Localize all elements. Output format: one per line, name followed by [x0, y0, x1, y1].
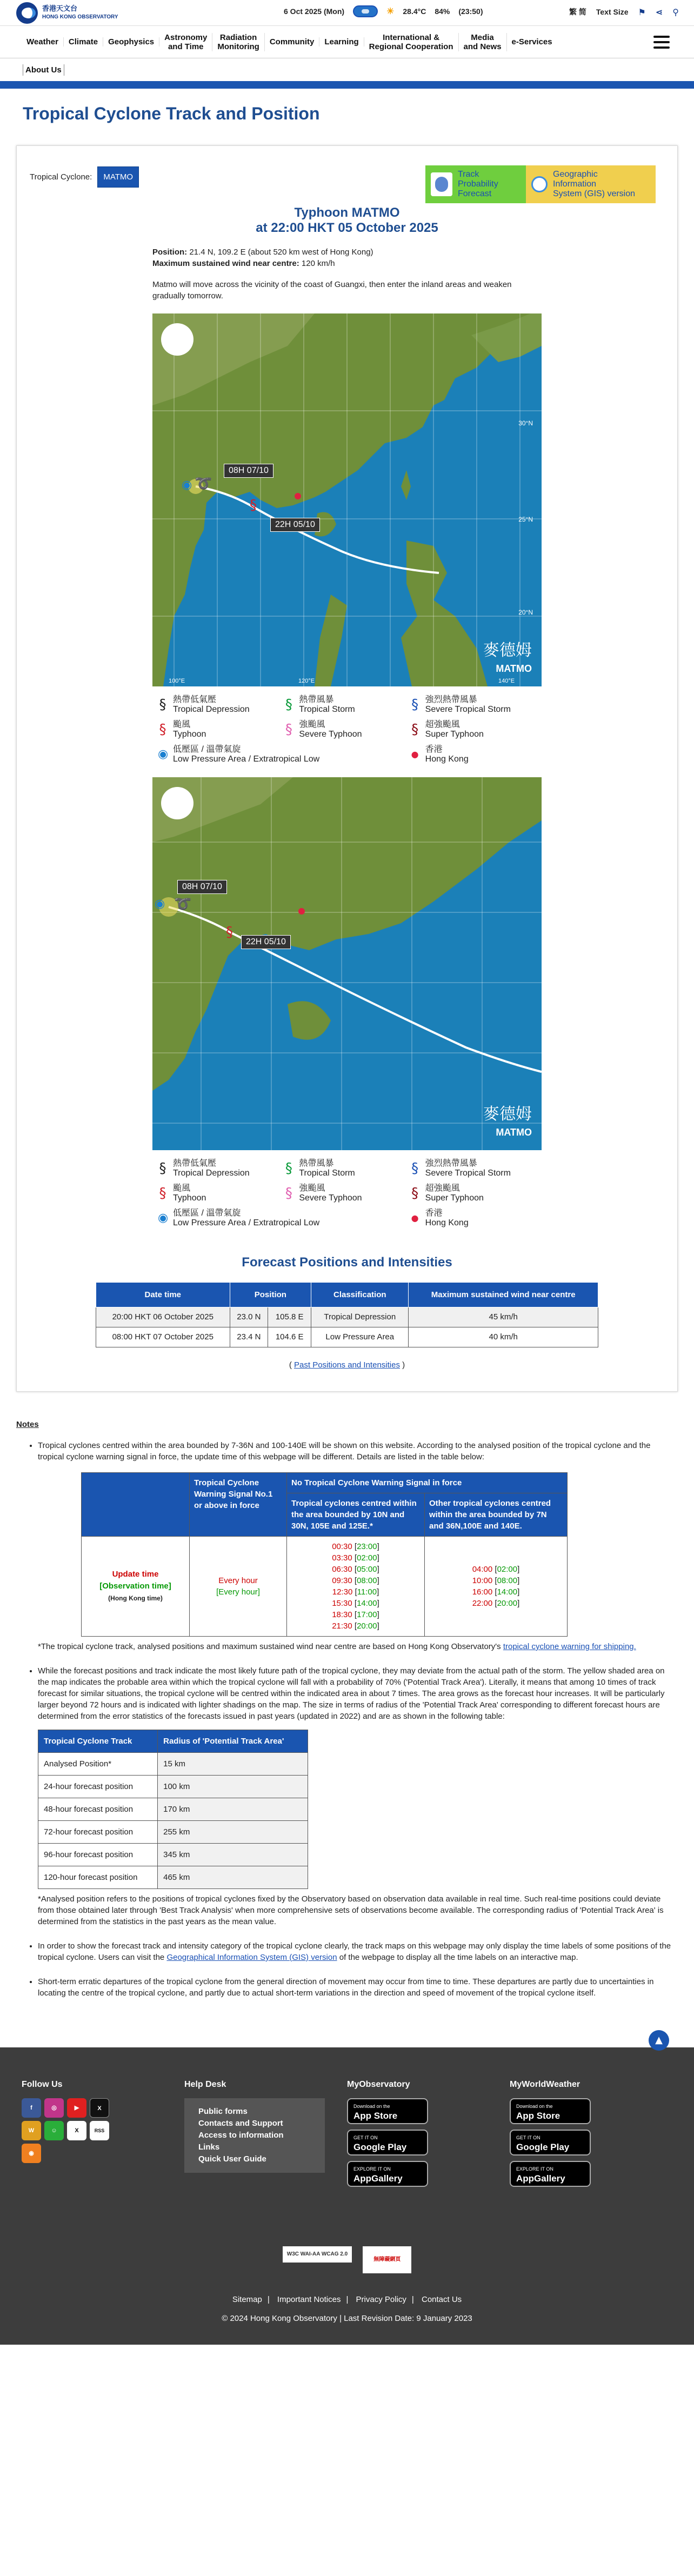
notes-heading: Notes — [16, 1420, 39, 1429]
user-guide-link[interactable]: Quick User Guide — [198, 2154, 266, 2164]
radius-header: Tropical Cyclone Track — [38, 1730, 158, 1753]
legend-label-cn: 熱帶低氣壓 — [173, 695, 217, 704]
tropical-storm-icon: § — [285, 1160, 292, 1177]
severe-tropical-storm-icon: § — [411, 1160, 419, 1177]
wcag-badge[interactable]: W3C WAI-AA WCAG 2.0 — [283, 2246, 352, 2263]
radius-header: Radius of 'Potential Track Area' — [158, 1730, 308, 1753]
tropical-storm-icon: § — [285, 697, 292, 713]
upd-header-a: Tropical cyclones centred within the area bounded by 10N and 30N, 105E and 125E.* — [287, 1493, 425, 1537]
past-positions: ( Past Positions and Intensities ) — [289, 1360, 405, 1370]
lat-label-20: 25°N — [518, 516, 533, 523]
radius-table — [38, 1730, 308, 1889]
search-icon[interactable]: ⚲ — [672, 6, 679, 17]
map-storm-name-en: MATMO — [496, 1127, 532, 1138]
nav-weather[interactable]: Weather — [22, 37, 64, 46]
current-date: 6 Oct 2025 (Mon) — [284, 7, 345, 16]
humidity: 84% — [435, 7, 450, 16]
table-row — [96, 1307, 598, 1327]
cell-lat: 23.4 N — [230, 1327, 268, 1347]
logo-chinese: 香港天文台 — [42, 4, 78, 13]
storm-title: Typhoon MATMO — [294, 205, 400, 220]
app-store-badge[interactable]: Download on the App Store — [510, 2098, 591, 2124]
position-label: Position: — [152, 248, 188, 257]
update-time-label: Update time — [112, 1570, 159, 1579]
table-row: Analysed Position* 15 km — [38, 1753, 308, 1776]
top-bar — [0, 0, 694, 26]
tropical-depression-marker-icon: ➰ — [174, 896, 192, 912]
current-time-label: 22H 05/10 — [241, 935, 291, 949]
low-pressure-icon: ◉ — [158, 748, 169, 761]
cell-wind: 45 km/h — [409, 1307, 598, 1327]
track-probability-label: Track Probability Forecast — [458, 170, 498, 198]
past-positions-link[interactable]: Past Positions and Intensities — [294, 1360, 400, 1370]
obs-time: (23:50) — [458, 7, 483, 16]
typhoon-icon: § — [159, 1185, 166, 1202]
legend-label-cn: 低壓區 / 溫帶氣旋 — [173, 1209, 241, 1218]
forecast-header: Maximum sustained wind near centre — [409, 1283, 598, 1307]
upd-header-b: Other tropical cyclones centred within the area bounded by 7N and 36N,100E and 140E. — [425, 1493, 568, 1537]
note-text: In order to show the forecast track and intensity category of the tropical cyclone clearly, the track maps on this webpage may only display the time labels of some positions of the tropical cyclone. Users can visit the — [38, 1941, 671, 1962]
radius-footnote: *Analysed position refers to the positions of tropical cyclones fixed by the Observatory based on observation data available in real time. Such real-time positions could deviate from those obtained later through 'Best Track Analysis' when more comprehensive sets of observations become available. The corresponding radius of 'Potential Track Area' is determined from the statistics in the past years as the mean value. — [38, 1894, 664, 1926]
tc-panel — [16, 145, 678, 1392]
contact-us-link[interactable]: Contact Us — [421, 2295, 462, 2304]
legend-label-en: Typhoon — [173, 730, 206, 739]
text-size-button[interactable]: Text Size — [596, 8, 629, 16]
accessibility-badge[interactable]: 無障礙網頁 — [363, 2246, 411, 2273]
tc-select-matmo[interactable]: MATMO — [97, 166, 139, 188]
hko-map-logo-icon — [161, 323, 193, 356]
appgallery-badge[interactable]: EXPLORE IT ON AppGallery — [347, 2161, 428, 2187]
legend-label-en: Tropical Storm — [299, 1169, 355, 1178]
hko-logo-icon — [16, 2, 38, 24]
cell-wind: 40 km/h — [409, 1327, 598, 1347]
gis-version-link[interactable]: Geographical Information System (GIS) version — [166, 1953, 337, 1962]
table-row: 24-hour forecast position 100 km — [38, 1776, 308, 1798]
nav-eservices[interactable]: e-Services — [511, 37, 552, 46]
follow-us-heading: Follow Us — [22, 2080, 63, 2089]
typhoon-marker-icon: § — [250, 497, 257, 513]
every-hour-obs: [Every hour] — [216, 1587, 260, 1597]
lat-label-10: 20°N — [518, 609, 533, 616]
legend-label-en: Tropical Depression — [173, 1169, 250, 1178]
legend-label-cn: 強颱風 — [299, 720, 325, 729]
important-notices-link[interactable]: Important Notices — [277, 2295, 341, 2304]
table-row: 96-hour forecast position 345 km — [38, 1844, 308, 1866]
update-time-table — [81, 1472, 568, 1637]
rss-icon[interactable]: RSS — [90, 2121, 109, 2140]
forecast-header: Position — [230, 1283, 311, 1307]
note-text: While the forecast positions and track indicate the most likely future path of the tropical cyclone, they may deviate from the actual path of the storm. The yellow shaded area on the map indicates the probable area within which the tropical cyclone will fall with a probability of 70% ('Potential Track Area'). Literally, it means that among 10 times of track forecast for similar situations, the tropical cyclone will be centred within the indicated area in about 7 times. The area grows as the forecast hour increases. It will be particularly larger beyond 72 hours and is indicated with lighter shadings on the map. The size in terms of radius of the 'Potential Track Area' corresponding to different forecast hours are determined from the error statistics of the forecasts issued in past years (updated in 2022) and are as shown in the following table: — [38, 1666, 665, 1721]
current-time-label: 22H 05/10 — [270, 518, 320, 532]
severe-typhoon-icon: § — [285, 1185, 292, 1202]
legend-label-en: Super Typhoon — [425, 730, 484, 739]
app-store-badge[interactable]: Download on the App Store — [347, 2098, 428, 2124]
upd-header-none: No Tropical Cyclone Warning Signal in force — [287, 1473, 568, 1493]
google-play-badge[interactable]: GET IT ON Google Play — [347, 2130, 428, 2155]
position-value: 21.4 N, 109.2 E (about 520 km west of Hong Kong) — [189, 248, 373, 257]
logo-english: HONG KONG OBSERVATORY — [42, 14, 118, 20]
super-typhoon-icon: § — [411, 722, 419, 738]
low-pressure-marker-icon: ◉ — [155, 897, 165, 911]
legend-label-cn: 颱風 — [173, 1184, 191, 1193]
legend-label-en: Severe Typhoon — [299, 730, 362, 739]
tropical-depression-marker-icon: ➰ — [195, 476, 212, 492]
google-play-badge[interactable]: GET IT ON Google Play — [510, 2130, 591, 2155]
note-item — [38, 1940, 678, 1963]
footnote-text: *The tropical cyclone track, analysed positions and maximum sustained wind near centre are based on Hong Kong Observatory's — [38, 1642, 503, 1651]
gis-version-button[interactable] — [526, 165, 656, 203]
cell-lon: 104.6 E — [268, 1327, 311, 1347]
tropical-depression-icon: § — [159, 697, 166, 713]
legend-label-cn: 低壓區 / 溫帶氣旋 — [173, 745, 241, 754]
sun-icon: ☀ — [386, 7, 395, 16]
links-link[interactable]: Links — [198, 2143, 220, 2152]
page-title: Tropical Cyclone Track and Position — [23, 104, 320, 123]
map-storm-name-cn: 麥德姆 — [483, 641, 532, 660]
legend-label-en: Typhoon — [173, 1193, 206, 1203]
severe-typhoon-icon: § — [285, 722, 292, 738]
legend-label-en: Low Pressure Area / Extratropical Low — [173, 755, 320, 764]
hko-map-logo-icon — [161, 787, 193, 819]
legend-label-en: Low Pressure Area / Extratropical Low — [173, 1218, 320, 1227]
x-icon[interactable]: X — [90, 2098, 109, 2118]
cell-class: Low Pressure Area — [311, 1327, 409, 1347]
copyright: © 2024 Hong Kong Observatory | Last Revision Date: 9 January 2023 — [222, 2314, 472, 2323]
forecast-header: Date time — [96, 1283, 230, 1307]
note-item — [38, 1665, 678, 1927]
legend-label-cn: 超強颱風 — [425, 720, 460, 729]
myobservatory-heading: MyObservatory — [347, 2080, 410, 2089]
forecast-time-label: 08H 07/10 — [177, 880, 227, 894]
cell-datetime: 20:00 HKT 06 October 2025 — [96, 1307, 230, 1327]
upd-header-signal: Tropical Cyclone Warning Signal No.1 or above in force — [190, 1473, 287, 1537]
storm-time: at 22:00 HKT 05 October 2025 — [256, 221, 438, 235]
storm-description: Matmo will move across the vicinity of the coast of Guangxi, then enter the inland areas and weaken gradually tomorrow. — [152, 280, 512, 301]
legend-label-en: Super Typhoon — [425, 1193, 484, 1203]
instagram-icon[interactable]: ◎ — [44, 2098, 64, 2118]
forecast-header: Classification — [311, 1283, 409, 1307]
footer: ▲ Follow Us f ◎ ▶ X W ☺ X RSS ◉ Help Desk Public forms Contacts and Support Access to information Links Quick User Guide MyObservatory Download on the App Store GET IT ON Google Play EXPLORE IT ON AppGallery MyWorldWeather Download on the App Store GET IT ON Google Play EXPLORE IT ON AppGallery W3C WAI-AA WCAG 2.0 無障礙網頁 Sitemap | Important Notices | Privacy Policy | Contact Us © 2024 Hong Kong Observatory | Last Revision Date: 9 January 2023 — [0, 2047, 694, 2345]
table-row: 48-hour forecast position 170 km — [38, 1798, 308, 1821]
every-hour: Every hour — [218, 1576, 258, 1585]
hko-logo[interactable] — [16, 2, 118, 24]
legend-label-en: Severe Tropical Storm — [425, 705, 511, 714]
wind-value: 120 km/h — [301, 259, 335, 268]
table-row — [96, 1327, 598, 1347]
low-pressure-marker-icon: ◉ — [182, 478, 192, 492]
table-row: 72-hour forecast position 255 km — [38, 1821, 308, 1844]
nav-astronomy[interactable]: Astronomy and Time — [159, 33, 212, 51]
map-legend — [152, 1150, 542, 1239]
nav-geophysics[interactable]: Geophysics — [103, 37, 159, 46]
podcast-icon[interactable]: ◉ — [22, 2144, 41, 2163]
track-footnote — [38, 1641, 678, 1652]
x-alt-icon[interactable]: X — [67, 2121, 86, 2140]
bookmark-icon[interactable]: ⚑ — [638, 6, 646, 17]
lon-label-120: 120°E — [298, 678, 315, 684]
times-b: 04:00 [02:00] 10:00 [08:00] 16:00 [14:00] 22:00 [20:00] — [425, 1537, 568, 1637]
nav-radiation[interactable]: Radiation Monitoring — [212, 33, 264, 51]
tropical-depression-icon: § — [159, 1160, 166, 1177]
hong-kong-dot-icon: ● — [411, 1213, 419, 1223]
legend-label-cn: 強烈熱帶風暴 — [425, 695, 477, 704]
forecast-title: Forecast Positions and Intensities — [242, 1255, 452, 1270]
wechat-icon[interactable]: ☺ — [44, 2121, 64, 2140]
temperature: 28.4°C — [403, 7, 426, 16]
legend-label-en: Severe Typhoon — [299, 1193, 362, 1203]
severe-tropical-storm-icon: § — [411, 697, 419, 713]
wind-label: Maximum sustained wind near centre: — [152, 259, 299, 268]
lon-label-100: 100°E — [169, 678, 185, 684]
legend-label-cn: 強烈熱帶風暴 — [425, 1159, 477, 1168]
typhoon-marker-icon: § — [226, 924, 233, 940]
nav-international[interactable]: International & Regional Cooperation — [364, 33, 459, 51]
hong-kong-dot-icon: ● — [411, 749, 419, 759]
legend-label-cn: 強颱風 — [299, 1184, 325, 1193]
access-info-link[interactable]: Access to information — [198, 2131, 284, 2140]
legend-label-cn: 香港 — [425, 745, 443, 754]
weather-icon[interactable] — [353, 5, 378, 17]
map-storm-name-cn: 麥德姆 — [483, 1105, 532, 1124]
track-probability-button[interactable] — [425, 165, 526, 203]
legend-label-en: Tropical Storm — [299, 705, 355, 714]
sub-nav — [0, 58, 694, 89]
about-us-link[interactable]: About Us — [23, 64, 64, 76]
weibo-icon[interactable]: W — [22, 2121, 41, 2140]
lon-label-140: 140°E — [498, 678, 515, 684]
notes-section — [16, 1419, 678, 1999]
tc-select-label: Tropical Cyclone: — [30, 172, 92, 182]
track-map-zoomed — [152, 777, 542, 1150]
map-legend — [152, 686, 542, 775]
legend-label-en: Tropical Depression — [173, 705, 250, 714]
nav-climate[interactable]: Climate — [64, 37, 103, 46]
obs-time-label: [Observation time] — [99, 1581, 171, 1591]
gis-version-label: Geographic Information System (GIS) version — [553, 170, 636, 198]
menu-icon[interactable] — [653, 36, 670, 49]
legend-label-cn: 颱風 — [173, 720, 191, 729]
map-storm-name-en: MATMO — [496, 663, 532, 674]
public-forms-link[interactable]: Public forms — [198, 2107, 248, 2116]
legend-label-cn: 香港 — [425, 1209, 443, 1218]
appgallery-badge[interactable]: EXPLORE IT ON AppGallery — [510, 2161, 591, 2187]
facebook-icon[interactable]: f — [22, 2098, 41, 2118]
hong-kong-marker-icon — [295, 493, 301, 499]
help-desk-heading: Help Desk — [184, 2080, 226, 2089]
share-icon[interactable]: ⋖ — [655, 6, 663, 17]
youtube-icon[interactable]: ▶ — [67, 2098, 86, 2118]
note-item — [38, 1440, 678, 1652]
note-text: of the webpage to display all the time labels on an interactive map. — [337, 1953, 578, 1962]
super-typhoon-icon: § — [411, 1185, 419, 1202]
legend-label-en: Severe Tropical Storm — [425, 1169, 511, 1178]
privacy-policy-link[interactable]: Privacy Policy — [356, 2295, 406, 2304]
back-to-top-icon[interactable]: ▲ — [649, 2030, 669, 2051]
track-map-overview — [152, 313, 542, 686]
note-text: Tropical cyclones centred within the area bounded by 7-36N and 100-140E will be shown on this website. According to the analysed position of the tropical cyclone and the tropical cyclone warning signal in force, the update time of this webpage will be different. Details are listed in the table below: — [38, 1441, 651, 1461]
low-pressure-icon: ◉ — [158, 1211, 169, 1225]
legend-label-cn: 超強颱風 — [425, 1184, 460, 1193]
sitemap-link[interactable]: Sitemap — [232, 2295, 262, 2304]
cell-lat: 23.0 N — [230, 1307, 268, 1327]
typhoon-icon: § — [159, 722, 166, 738]
forecast-table — [96, 1282, 598, 1347]
legend-label-cn: 熱帶風暴 — [299, 1159, 334, 1168]
table-row: 120-hour forecast position 465 km — [38, 1866, 308, 1889]
main-nav — [0, 26, 694, 58]
shipping-warning-link[interactable]: tropical cyclone warning for shipping. — [503, 1642, 636, 1651]
cell-datetime: 08:00 HKT 07 October 2025 — [96, 1327, 230, 1347]
note-item: • Short-term erratic departures of the tropical cyclone from the general direction of movement may occur from time to time. These departures are partly due to uncertainties in locating the centre of the tropical cyclone, and partly due to actual short-term variations in the direction and speed of movement of the tropical cyclone itself. — [38, 1976, 678, 1999]
legend-label-cn: 熱帶低氣壓 — [173, 1159, 217, 1168]
times-a: 00:30 [23:00] 03:30 [02:00] 06:30 [05:00] 09:30 [08:00] 12:30 [11:00] 15:30 [14:00] 18:30 [17:00] 21:30 [20:00] — [287, 1537, 425, 1637]
contacts-link[interactable]: Contacts and Support — [198, 2119, 283, 2128]
nav-learning[interactable]: Learning — [319, 37, 364, 46]
cell-lon: 105.8 E — [268, 1307, 311, 1327]
legend-label-cn: 熱帶風暴 — [299, 695, 334, 704]
nav-community[interactable]: Community — [265, 37, 320, 46]
myworldweather-heading: MyWorldWeather — [510, 2080, 580, 2089]
legend-label-en: Hong Kong — [425, 1218, 469, 1227]
forecast-time-label: 08H 07/10 — [224, 464, 273, 478]
gis-globe-icon — [531, 176, 548, 192]
hong-kong-marker-icon — [298, 908, 305, 915]
nav-media[interactable]: Media and News — [459, 33, 507, 51]
probability-map-icon — [431, 172, 452, 196]
hk-time-label: (Hong Kong time) — [108, 1594, 163, 1602]
language-switch[interactable]: 繁 简 — [569, 8, 586, 16]
legend-label-en: Hong Kong — [425, 755, 469, 764]
cell-class: Tropical Depression — [311, 1307, 409, 1327]
lat-label-30: 30°N — [518, 419, 533, 427]
